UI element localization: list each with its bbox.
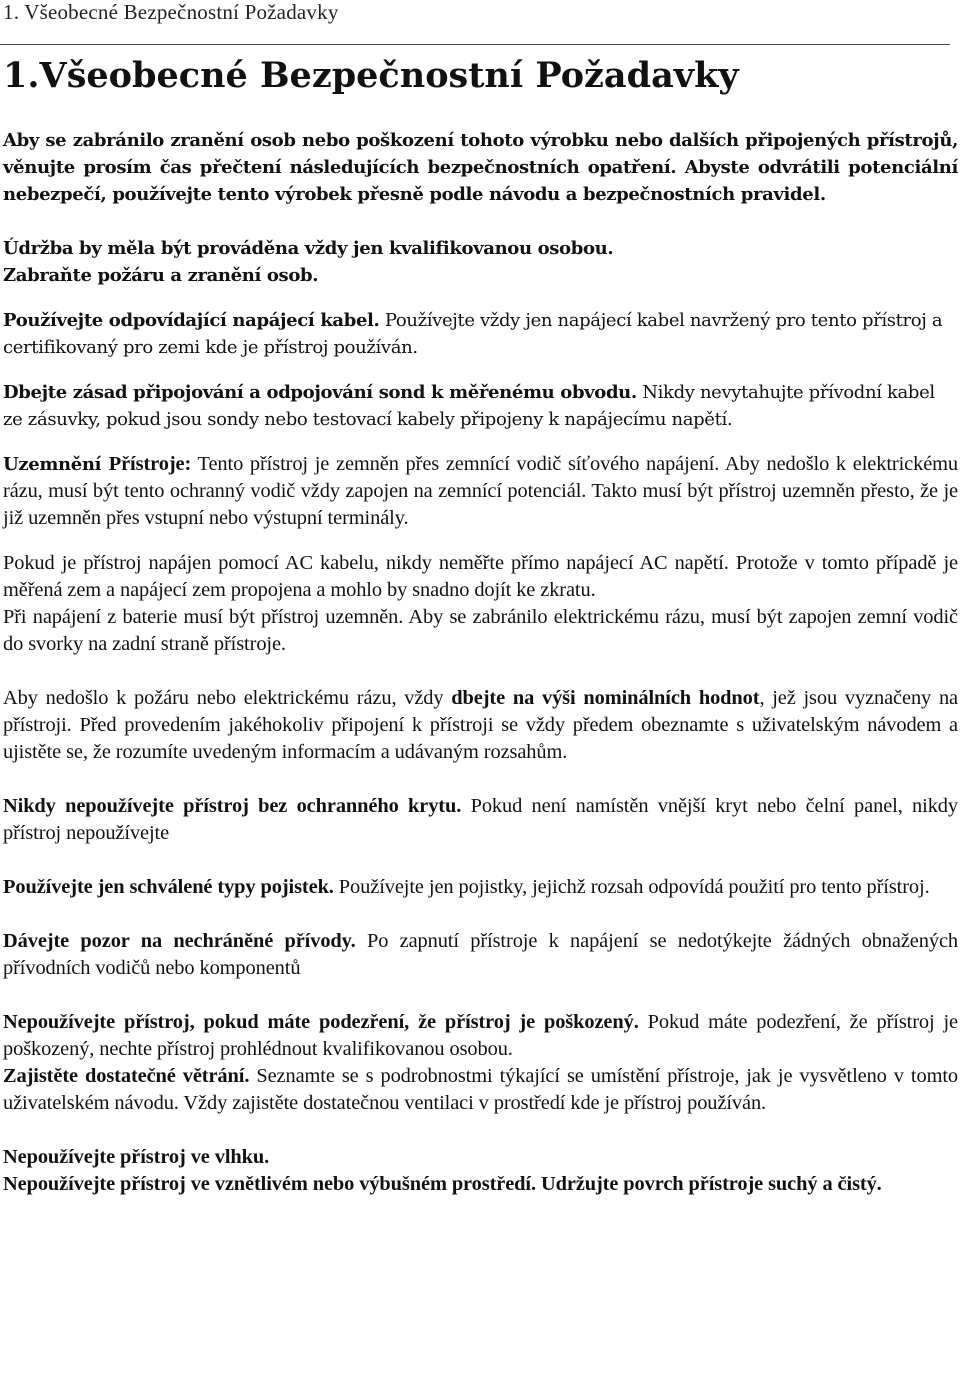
damage-text: Pokud máte podezření, že přístroj je poškozený, nechte přístroj prohlédnout kvalifikovanou osobou. <box>3 1011 958 1060</box>
exposed-leads-paragraph <box>3 928 958 982</box>
fuse-heading: Používejte jen schválené typy pojistek. <box>3 876 334 898</box>
probe-connection-paragraph <box>3 379 958 433</box>
header-divider <box>0 44 950 45</box>
ventilation-paragraph <box>3 1063 958 1117</box>
cover-paragraph <box>3 793 958 847</box>
ventilation-text: Seznamte se s podrobnostmi týkající se umístění přístroje, jak je vysvětleno v tomto uživatelském návodu. Vždy zajistěte dostatečnou ventilaci v prostředí kde je přístroj používán. <box>3 1065 958 1114</box>
exposed-leads-heading: Dávejte pozor na nechráněné přívody. <box>3 930 356 952</box>
power-cable-text: Používejte vždy jen napájecí kabel navržený pro tento přístroj a certifikovaný pro zemi kde je přístroj používán. <box>3 310 943 358</box>
grounding-text: Tento přístroj je zemněn přes zemnící vodič síťového napájení. Aby nedošlo k elektrickému rázu, musí být tento ochranný vodič vždy zapojen na zemnící potenciál. Takto musí být přístroj uzemněn přesto, že je již uzemněn přes vstupní nebo výstupní terminály. <box>3 453 959 529</box>
ventilation-heading: Zajistěte dostatečné větrání. <box>3 1065 250 1087</box>
fire-injury-note: Zabraňte požáru a zranění osob. <box>3 265 319 286</box>
grounding-paragraph <box>3 451 958 532</box>
humidity-note: Nepoužívejte přístroj ve vlhku. <box>3 1146 270 1168</box>
probe-connection-text: Nikdy nevytahujte přívodní kabel ze zásuvky, pokud jsou sondy nebo testovací kabely připojeny k napájecímu napětí. <box>3 382 935 430</box>
ratings-emphasis: dbejte na výši nominálních hodnot <box>451 687 760 709</box>
damage-heading: Nepoužívejte přístroj, pokud máte podezření, že přístroj je poškozený. <box>3 1011 639 1033</box>
grounding-heading-a: Uzemnění <box>3 454 109 475</box>
damage-paragraph <box>3 1009 958 1063</box>
maintenance-note: Údržba by měla být prováděna vždy jen kvalifikovanou osobou. <box>3 238 614 259</box>
exposed-leads-text: Po zapnutí přístroje k napájení se nedotýkejte žádných obnažených přívodních vodičů nebo komponentů <box>3 930 958 979</box>
cover-text: Pokud není namístěn vnější kryt nebo čelní panel, nikdy přístroj nepoužívejte <box>3 795 958 844</box>
ratings-text-post: , jež jsou vyznačeny na přístroji. Před provedením jakéhokoliv připojení k přístroji se vždy předem obeznamte s uživatelským návodem a ujistěte se, že rozumíte uvedeným informacím a udávaným rozsahům. <box>3 687 958 763</box>
ratings-text-pre: Aby nedošlo k požáru nebo elektrickému rázu, vždy <box>3 687 452 709</box>
power-cable-heading: Používejte odpovídající napájecí kabel. <box>3 310 380 331</box>
battery-paragraph: Při napájení z baterie musí být přístroj uzemněn. Aby se zabránilo elektrickému rázu, musí být zapojen zemní vodič do svorky na zadní straně přístroje. <box>3 606 958 655</box>
ac-cable-paragraph: Pokud je přístroj napájen pomocí AC kabelu, nikdy neměřte přímo napájecí AC napětí. Protože v tomto případě je měřená zem a napájecí zem propojena a mohlo by snadno dojít ke zkratu. <box>3 552 958 601</box>
fuse-text: Používejte jen pojistky, jejichž rozsah odpovídá použití pro tento přístroj. <box>333 876 930 898</box>
fuse-paragraph <box>3 874 958 901</box>
section-title: 1.Všeobecné Bezpečnostní Požadavky <box>3 55 739 96</box>
cover-heading: Nikdy nepoužívejte přístroj bez ochranného krytu. <box>3 795 462 817</box>
ratings-paragraph <box>3 685 958 766</box>
running-header: 1. Všeobecné Bezpečnostní Požadavky <box>3 0 339 24</box>
intro-paragraph: Aby se zabránilo zranění osob nebo poškození tohoto výrobku nebo dalších připojených přístrojů, věnujte prosím čas přečtení následujících bezpečnostních opatření. Abyste odvrátili potenciální nebezpečí, používejte tento výrobek přesně podle návodu a bezpečnostních pravidel. <box>3 130 958 205</box>
document-body <box>3 127 958 1198</box>
power-cable-paragraph <box>3 307 958 361</box>
grounding-heading-b: Přístroje: <box>108 453 192 475</box>
explosive-environment-note: Nepoužívejte přístroj ve vznětlivém nebo výbušném prostředí. Udržujte povrch přístroje suchý a čistý. <box>3 1173 882 1195</box>
probe-connection-heading: Dbejte zásad připojování a odpojování sond k měřenému obvodu. <box>3 382 637 403</box>
